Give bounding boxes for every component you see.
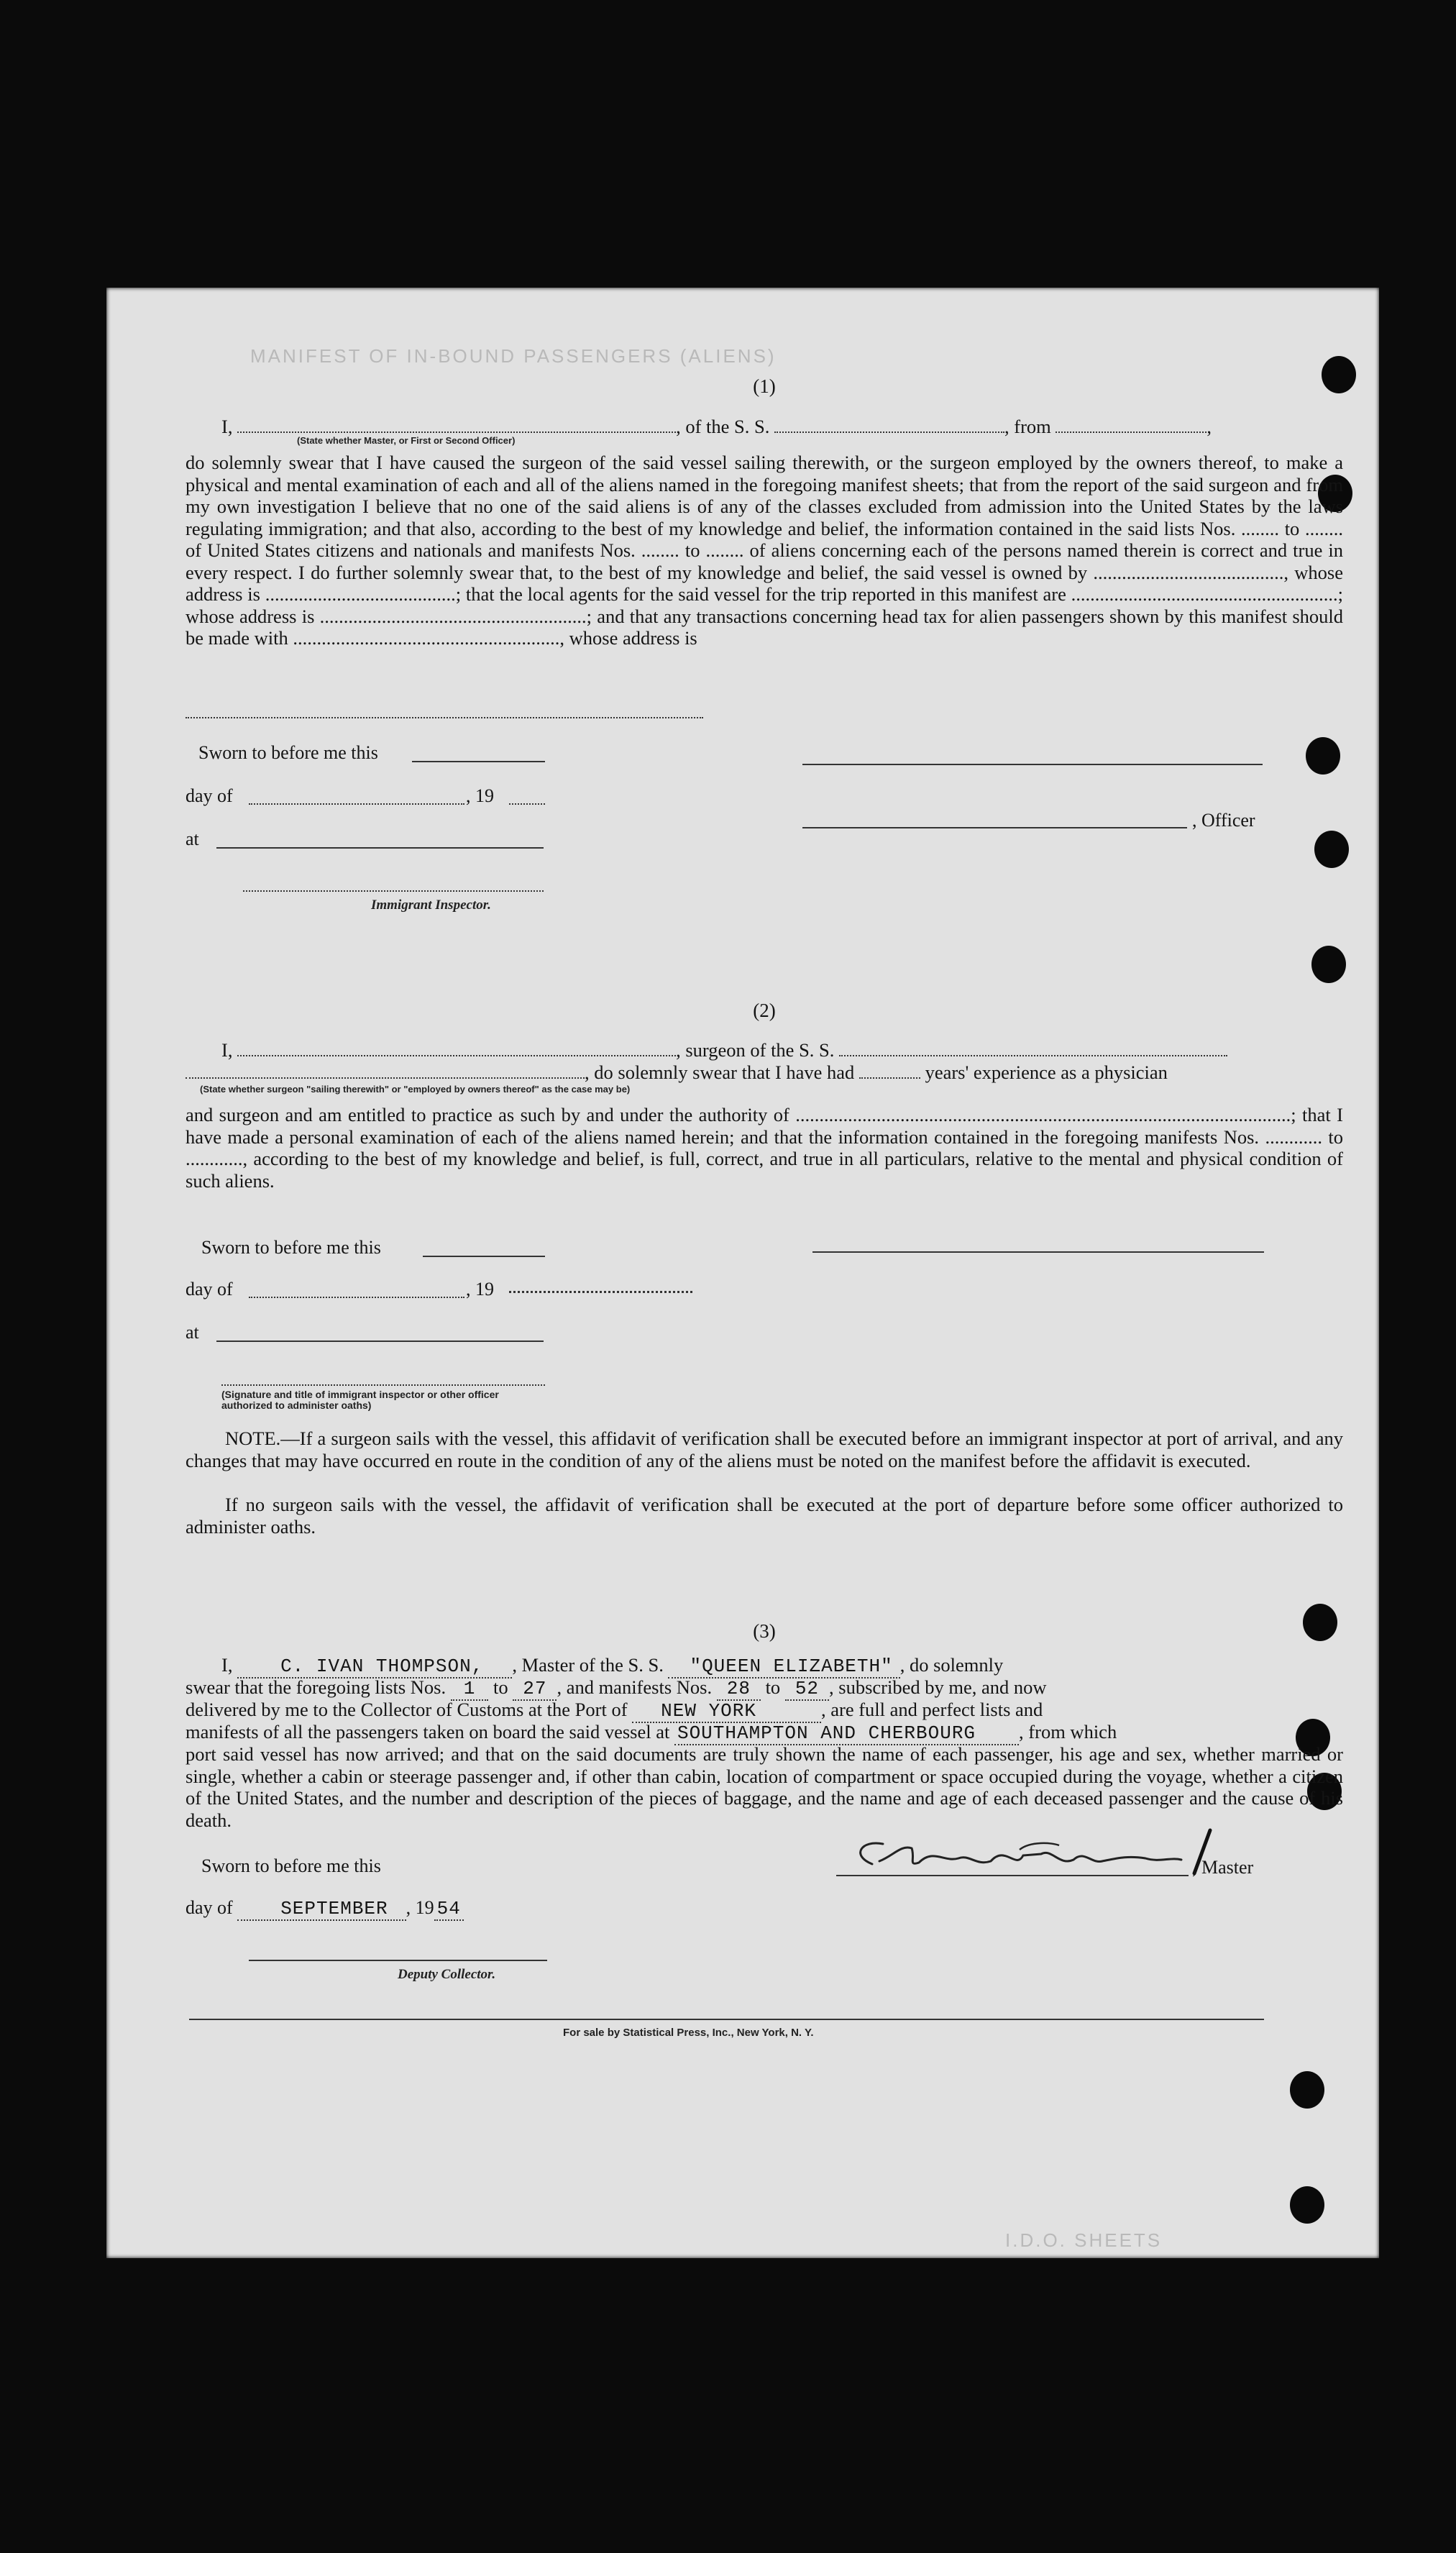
section-1-oath-line (186, 416, 1343, 438)
section-3-swear-lists: swear that the foregoing lists Nos. (186, 1676, 447, 1698)
section-3-line-4 (186, 1721, 1343, 1745)
officer-name-field (237, 431, 676, 433)
section-1-day-of: day of (186, 785, 233, 806)
section-2-signature-caption: (Signature and title of immigrant inspector or other officer authorized to administer oaths) (221, 1389, 499, 1411)
section-3-to-1: to (493, 1676, 508, 1698)
punch-hole (1306, 737, 1340, 775)
officer-label: , Officer (1192, 810, 1255, 831)
port-value: NEW YORK (632, 1700, 821, 1723)
section-2-years-line (186, 1061, 1343, 1084)
year-value: 54 (434, 1898, 464, 1921)
section-2-swear: , do solemnly swear that I have had (585, 1061, 855, 1083)
ship-name-value: "QUEEN ELIZABETH" (668, 1655, 899, 1679)
officer-signature-line-1 (802, 764, 1263, 765)
master-caption: (State whether Master, or First or Second Officer) (297, 435, 516, 446)
vessel-name-field (774, 431, 1004, 433)
surgeon-name-field (237, 1055, 676, 1056)
section-2-i: I, (221, 1039, 233, 1061)
master-signature-line (836, 1875, 1189, 1876)
section-2-note-1: NOTE.—If a surgeon sails with the vessel, this affidavit of verification shall be executed before an immigrant inspector at port of arrival, and any changes that may have occurred en route in the condition of any of the aliens must be noted on the manifest before the affidavit is executed. (186, 1428, 1343, 1471)
section-2-at-line (216, 1341, 544, 1342)
year-line (509, 803, 545, 805)
punch-hole (1290, 2186, 1324, 2224)
section-2-years: years' experience as a physician (925, 1061, 1168, 1083)
lists-to-value: 27 (513, 1678, 557, 1701)
master-signature (843, 1834, 1217, 1884)
section-2-sworn-line (423, 1256, 545, 1257)
inspector-signature-line (243, 890, 544, 892)
section-2-oath-line (186, 1039, 1343, 1061)
section-2-year: , 19 (466, 1279, 494, 1300)
section-2-at: at (186, 1322, 199, 1343)
section-1-body: do solemnly swear that I have caused the surgeon of the said vessel sailing therewith, or the surgeon employed by the owners thereof, to make a physical and mental examination of each and all of the aliens named in the foregoing manifest sheets; that from the report of the said surgeon and from my own investigation I believe that no one of the said aliens is of any of the classes excluded from admission into the United States by the laws regulating immigration; and that also, according to the best of my knowledge and belief, the information contained in the said lists Nos. ........ to ........ of United States citizens and nationals and manifests Nos. ........ to ........ of aliens concerning each of the persons named therein is correct and true in every respect. I do further solemnly swear that, to the best of my knowledge and belief, the said vessel is owned by ........................................, whose address is ........................................; that the local agents for the said vessel for the trip reported in this manifest are ........................................................; whose address is ........................................................; and that any transactions concerning head tax for alien passengers shown by this manifest should be made with ........................................................, whose address is (186, 452, 1343, 649)
master-label: , Master (1192, 1857, 1254, 1878)
lists-from-value: 1 (451, 1678, 489, 1701)
deputy-caption: Deputy Collector. (398, 1967, 496, 1982)
section-1-of-ss: , of the S. S. (676, 416, 770, 437)
section-1-year: , 19 (466, 785, 494, 806)
section-3-master-of: , Master of the S. S. (512, 1654, 664, 1676)
month-value: SEPTEMBER (237, 1898, 406, 1921)
section-3-to-2: to (765, 1676, 781, 1698)
surgeon-vessel-field (839, 1055, 1227, 1056)
section-2-number: (2) (753, 1000, 776, 1021)
section-2-body: and surgeon and am entitled to practice as such by and under the authority of ........................................................................................................; that I have made a personal examination of each of the aliens named herein; and that the information contained in the foregoing manifests Nos. ............ to ............, according to the best of my knowledge and belief, is full, correct, and true in all particulars, relative to the mental and physical condition of such aliens. (186, 1104, 1343, 1192)
section-3-i: I, (221, 1654, 233, 1676)
section-3-year-prefix: , 19 (406, 1897, 434, 1918)
section-1-sworn: Sworn to before me this (198, 742, 378, 763)
section-2-day-line (249, 1297, 464, 1298)
section-2-surgeon-of: , surgeon of the S. S. (676, 1039, 835, 1061)
bleed-through-footer: I.D.O. SHEETS (1005, 2229, 1163, 2251)
section-1-at: at (186, 828, 199, 849)
manifests-to-value: 52 (785, 1678, 829, 1701)
address-continuation-line (186, 717, 703, 718)
punch-hole (1290, 2071, 1324, 2109)
section-1-line-end: , (1207, 416, 1212, 437)
surgeon-caption: (State whether surgeon "sailing therewith" or "employed by owners thereof" as the case may be) (200, 1084, 631, 1095)
day-of-line (249, 803, 464, 805)
punch-hole (1314, 831, 1349, 868)
section-1-i: I, (221, 416, 233, 437)
section-2-signature-line (221, 1384, 545, 1386)
section-1-number: (1) (753, 375, 776, 397)
section-1-from: , from (1004, 416, 1051, 437)
section-3-line-3 (186, 1699, 1343, 1722)
document-page (106, 288, 1379, 2258)
printer-note: For sale by Statistical Press, Inc., New York, N. Y. (563, 2027, 814, 2039)
section-3-subscribed: , subscribed by me, and now (829, 1676, 1047, 1698)
deputy-signature-line (249, 1960, 547, 1961)
departure-port-value: SOUTHAMPTON AND CHERBOURG (674, 1722, 1019, 1745)
section-2-sworn: Sworn to before me this (201, 1237, 381, 1258)
section-3-full-lists: , are full and perfect lists and (821, 1699, 1043, 1720)
departure-field (1056, 431, 1207, 433)
manifests-from-value: 28 (717, 1678, 761, 1701)
sworn-date-line (412, 761, 545, 762)
section-3-manifests-all: manifests of all the passengers taken on board the said vessel at (186, 1721, 670, 1743)
section-3-body: port said vessel has now arrived; and that on the said documents are truly shown the name of each passenger, his age and sex, whether married or single, whether a cabin or steerage passenger and, if other than cabin, location of compartment or space occupied during the voyage, whether a citizen of the United States, and the number and description of the pieces of baggage, and the name and age of each deceased passenger and the cause of his death. (186, 1743, 1343, 1831)
section-3-do-solemnly: , do solemnly (899, 1654, 1004, 1676)
punch-hole (1311, 946, 1346, 983)
section-2-day-of: day of (186, 1279, 233, 1300)
section-3-sworn: Sworn to before me this (201, 1855, 381, 1876)
section-3-number: (3) (753, 1620, 776, 1642)
surgeon-status-field (186, 1077, 585, 1079)
section-2-note-2: If no surgeon sails with the vessel, the affidavit of verification shall be executed at the port of departure before some officer authorized to administer oaths. (186, 1494, 1343, 1538)
section-3-and-manifests: , and manifests Nos. (557, 1676, 713, 1698)
master-name-value: C. IVAN THOMPSON, (237, 1655, 512, 1679)
section-3-line-2 (186, 1676, 1343, 1700)
section-3-date-line (186, 1897, 464, 1919)
section-3-line-1 (186, 1654, 1343, 1678)
years-field (859, 1077, 920, 1079)
inspector-caption: Immigrant Inspector. (371, 898, 491, 913)
section-3-from-which: , from which (1019, 1721, 1117, 1743)
section-2-year-line (509, 1291, 692, 1293)
bleed-through-header: MANIFEST OF IN-BOUND PASSENGERS (ALIENS) (250, 345, 777, 367)
surgeon-signature-line (812, 1251, 1264, 1253)
section-3-delivered: delivered by me to the Collector of Customs at the Port of (186, 1699, 628, 1720)
at-line (216, 847, 544, 849)
footer-rule (189, 2019, 1264, 2020)
section-3-day-of: day of (186, 1897, 233, 1918)
officer-signature-line-2 (802, 827, 1187, 828)
